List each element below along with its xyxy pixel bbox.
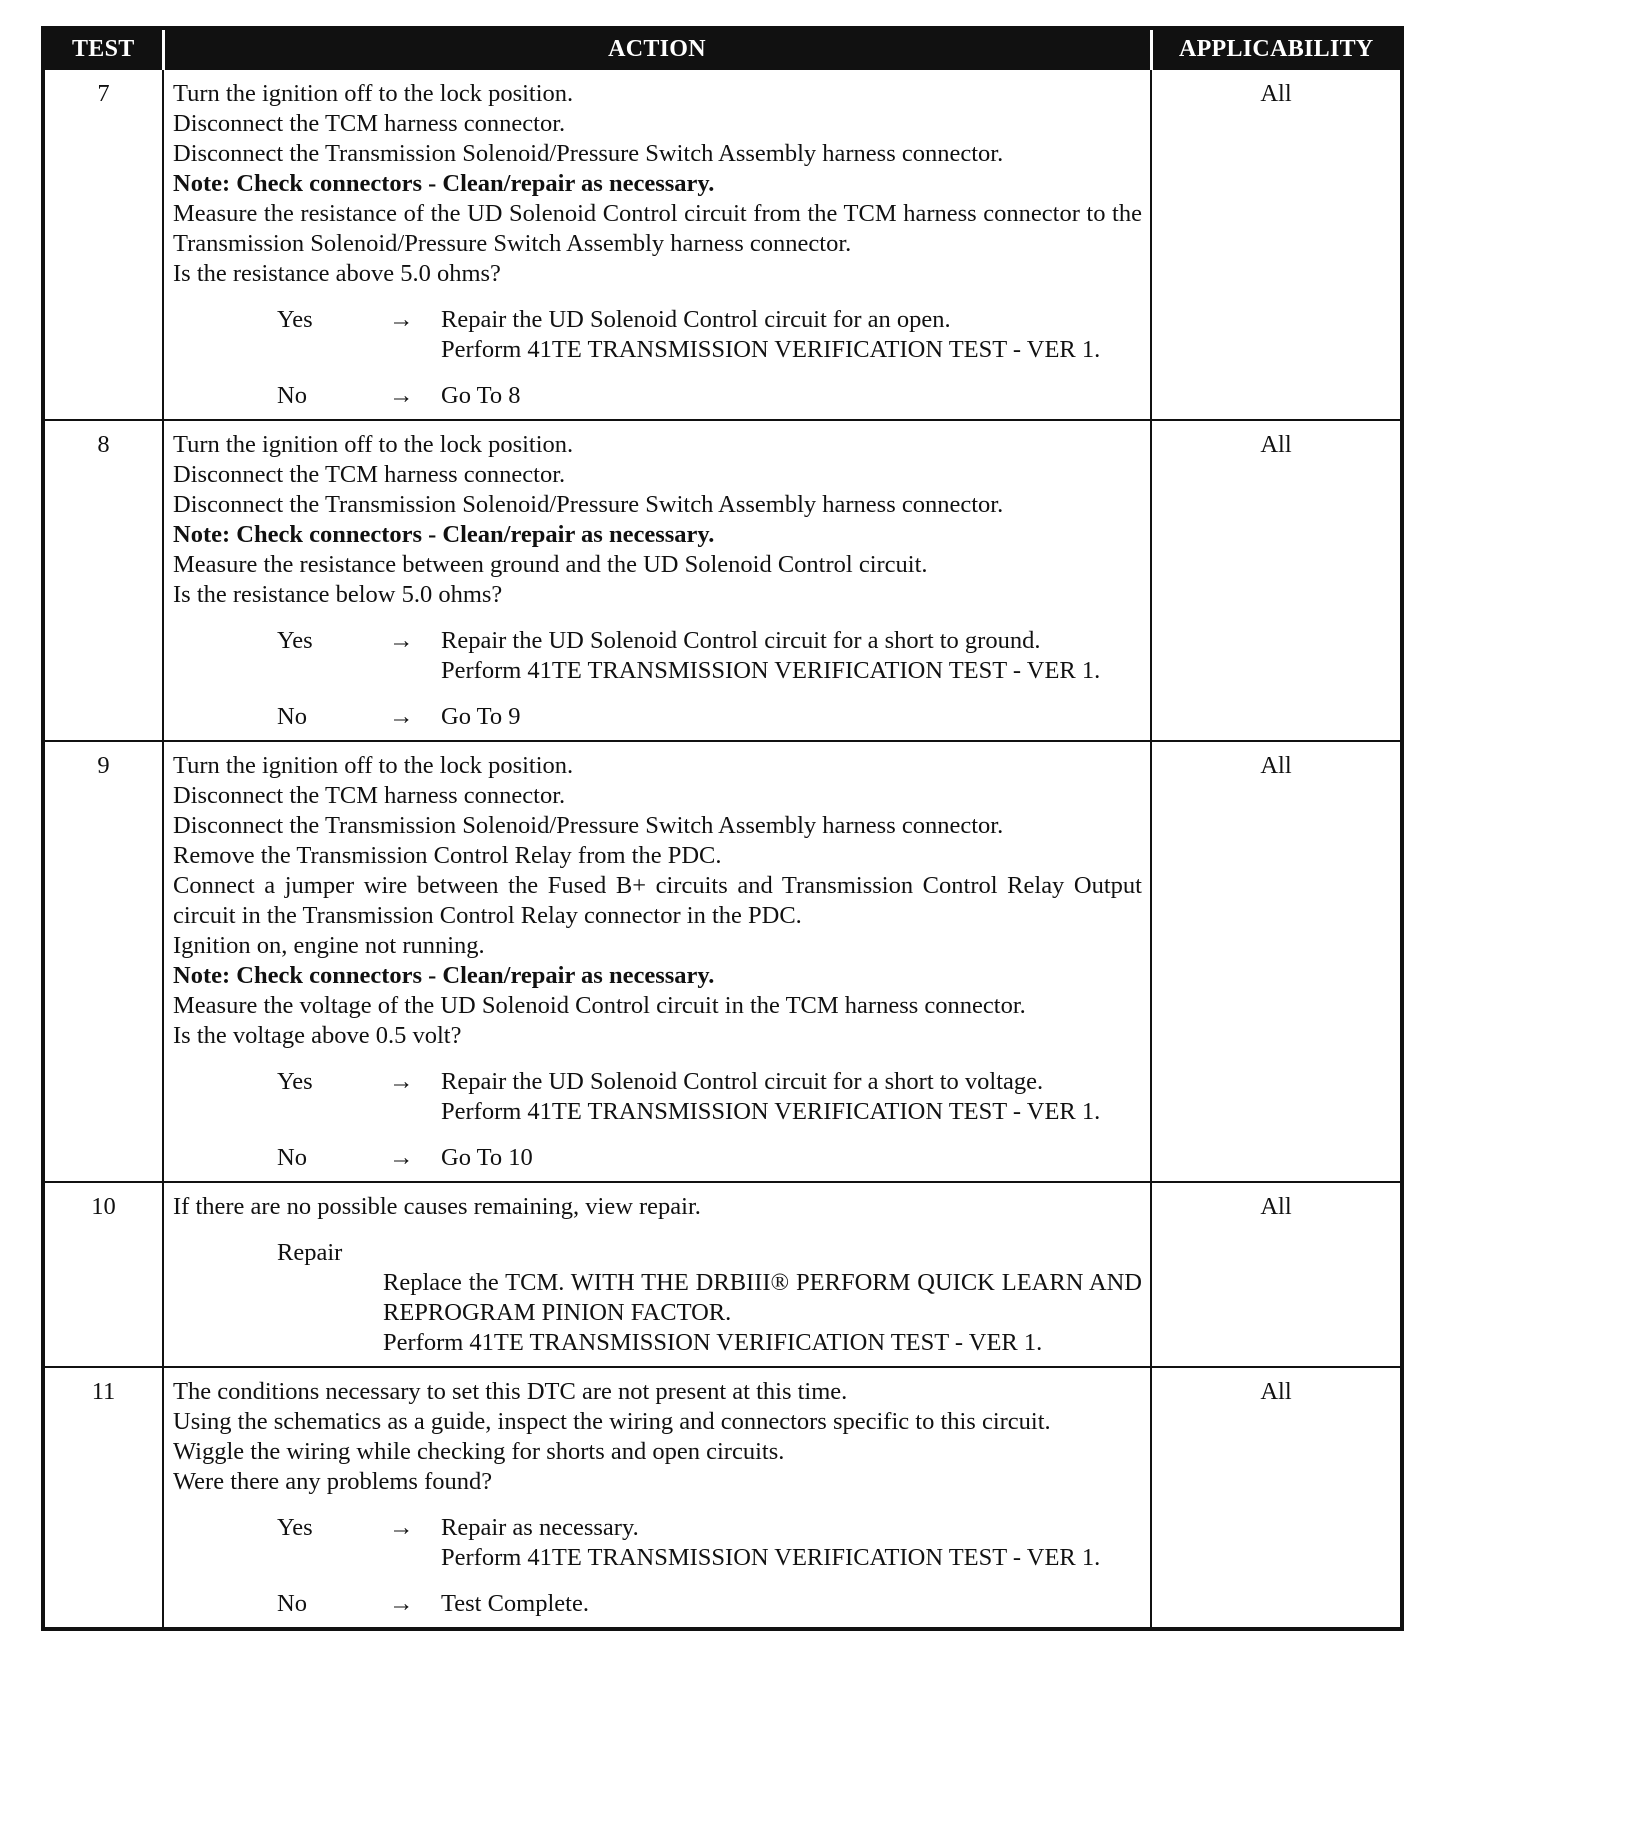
arrow-icon: →	[389, 306, 414, 333]
action-cell	[163, 420, 1151, 741]
no-label: No	[277, 1144, 307, 1171]
no-outcome	[277, 702, 1142, 732]
yes-label: Yes	[277, 1514, 313, 1541]
diagnostic-test-table	[41, 26, 1404, 1631]
result-line: Perform 41TE TRANSMISSION VERIFICATION TEST - VER 1.	[441, 336, 1101, 363]
action-line: Is the voltage above 0.5 volt?	[173, 1022, 462, 1049]
action-cell	[163, 1367, 1151, 1629]
arrow-icon: →	[389, 382, 414, 409]
action-cell	[163, 1182, 1151, 1367]
no-result	[441, 1589, 1142, 1619]
note-line: Note: Check connectors - Clean/repair as necessary.	[173, 962, 715, 989]
repair-line: Perform 41TE TRANSMISSION VERIFICATION TEST - VER 1.	[383, 1329, 1043, 1356]
test-number: 9	[43, 741, 163, 1182]
action-line: Is the resistance below 5.0 ohms?	[173, 581, 503, 608]
note-line: Note: Check connectors - Clean/repair as necessary.	[173, 521, 715, 548]
arrow-icon: →	[389, 1144, 414, 1171]
result-line: Repair as necessary.	[441, 1514, 639, 1541]
header-test: TEST	[43, 28, 163, 69]
arrow-icon: →	[389, 1514, 414, 1541]
result-line: Go To 10	[441, 1144, 533, 1171]
action-line: Ignition on, engine not running.	[173, 932, 485, 959]
yes-outcome	[277, 305, 1142, 365]
test-number: 7	[43, 69, 163, 420]
repair-line: Replace the TCM. WITH THE DRBIII® PERFORM QUICK LEARN AND REPROGRAM PINION FACTOR.	[383, 1269, 1142, 1326]
action-line: Using the schematics as a guide, inspect the wiring and connectors specific to this circuit.	[173, 1408, 1051, 1435]
table-row	[43, 420, 1402, 741]
action-line: Measure the resistance of the UD Solenoid Control circuit from the TCM harness connector to the Transmission Solenoid/Pressure Switch Assembly harness connector.	[173, 200, 1142, 257]
table-header	[43, 28, 1402, 69]
outcome-group	[173, 1513, 1142, 1619]
action-line: Were there any problems found?	[173, 1468, 493, 1495]
outcome-group	[173, 1067, 1142, 1173]
result-line: Perform 41TE TRANSMISSION VERIFICATION TEST - VER 1.	[441, 1098, 1101, 1125]
no-label: No	[277, 382, 307, 409]
yes-outcome	[277, 1067, 1142, 1127]
action-line: The conditions necessary to set this DTC are not present at this time.	[173, 1378, 848, 1405]
diagnostic-page	[41, 26, 1400, 1631]
applicability-value: All	[1151, 741, 1402, 1182]
yes-outcome	[277, 1513, 1142, 1573]
header-action: ACTION	[163, 28, 1151, 69]
yes-result	[441, 626, 1142, 686]
no-result	[441, 1143, 1142, 1173]
table-row	[43, 1182, 1402, 1367]
yes-result	[441, 305, 1142, 365]
applicability-value: All	[1151, 1182, 1402, 1367]
result-line: Go To 9	[441, 703, 521, 730]
action-cell	[163, 69, 1151, 420]
no-result	[441, 381, 1142, 411]
arrow-icon: →	[389, 1590, 414, 1617]
no-outcome	[277, 1589, 1142, 1619]
action-line: Turn the ignition off to the lock position.	[173, 752, 574, 779]
action-line: Connect a jumper wire between the Fused B+ circuits and Transmission Control Relay Output circuit in the Transmission Control Relay connector in the PDC.	[173, 872, 1142, 929]
result-line: Repair the UD Solenoid Control circuit for a short to voltage.	[441, 1068, 1044, 1095]
table-row	[43, 741, 1402, 1182]
outcome-group	[173, 626, 1142, 732]
action-cell	[163, 741, 1151, 1182]
applicability-value: All	[1151, 1367, 1402, 1629]
no-label: No	[277, 703, 307, 730]
header-row	[43, 28, 1402, 69]
yes-label: Yes	[277, 627, 313, 654]
result-line: Repair the UD Solenoid Control circuit for a short to ground.	[441, 627, 1041, 654]
note-line: Note: Check connectors - Clean/repair as necessary.	[173, 170, 715, 197]
yes-outcome	[277, 626, 1142, 686]
applicability-value: All	[1151, 69, 1402, 420]
no-outcome	[277, 381, 1142, 411]
action-line: Is the resistance above 5.0 ohms?	[173, 260, 501, 287]
result-line: Go To 8	[441, 382, 521, 409]
action-line: Disconnect the TCM harness connector.	[173, 782, 566, 809]
action-line: Disconnect the Transmission Solenoid/Pressure Switch Assembly harness connector.	[173, 491, 1004, 518]
action-line: Turn the ignition off to the lock position.	[173, 80, 574, 107]
action-line: Disconnect the Transmission Solenoid/Pressure Switch Assembly harness connector.	[173, 140, 1004, 167]
no-result	[441, 702, 1142, 732]
result-line: Perform 41TE TRANSMISSION VERIFICATION TEST - VER 1.	[441, 1544, 1101, 1571]
no-label: No	[277, 1590, 307, 1617]
header-applicability: APPLICABILITY	[1151, 28, 1402, 69]
result-line: Perform 41TE TRANSMISSION VERIFICATION TEST - VER 1.	[441, 657, 1101, 684]
action-line: Disconnect the TCM harness connector.	[173, 461, 566, 488]
table-row	[43, 69, 1402, 420]
test-number: 10	[43, 1182, 163, 1367]
yes-result	[441, 1067, 1142, 1127]
action-line: Measure the voltage of the UD Solenoid Control circuit in the TCM harness connector.	[173, 992, 1026, 1019]
action-line: Disconnect the Transmission Solenoid/Pressure Switch Assembly harness connector.	[173, 812, 1004, 839]
repair-label: Repair	[277, 1239, 343, 1266]
arrow-icon: →	[389, 703, 414, 730]
arrow-icon: →	[389, 1068, 414, 1095]
yes-label: Yes	[277, 306, 313, 333]
repair-body	[383, 1268, 1142, 1358]
action-line: Disconnect the TCM harness connector.	[173, 110, 566, 137]
action-line: Remove the Transmission Control Relay from the PDC.	[173, 842, 722, 869]
action-line: Measure the resistance between ground and the UD Solenoid Control circuit.	[173, 551, 928, 578]
table-body	[43, 69, 1402, 1629]
action-line: If there are no possible causes remaining, view repair.	[173, 1193, 701, 1220]
result-line: Test Complete.	[441, 1590, 589, 1617]
action-line: Turn the ignition off to the lock position.	[173, 431, 574, 458]
arrow-icon: →	[389, 627, 414, 654]
yes-label: Yes	[277, 1068, 313, 1095]
repair-block	[277, 1238, 1142, 1358]
no-outcome	[277, 1143, 1142, 1173]
test-number: 8	[43, 420, 163, 741]
applicability-value: All	[1151, 420, 1402, 741]
table-row	[43, 1367, 1402, 1629]
test-number: 11	[43, 1367, 163, 1629]
action-line: Wiggle the wiring while checking for shorts and open circuits.	[173, 1438, 785, 1465]
result-line: Repair the UD Solenoid Control circuit for an open.	[441, 306, 951, 333]
yes-result	[441, 1513, 1142, 1573]
outcome-group	[173, 305, 1142, 411]
